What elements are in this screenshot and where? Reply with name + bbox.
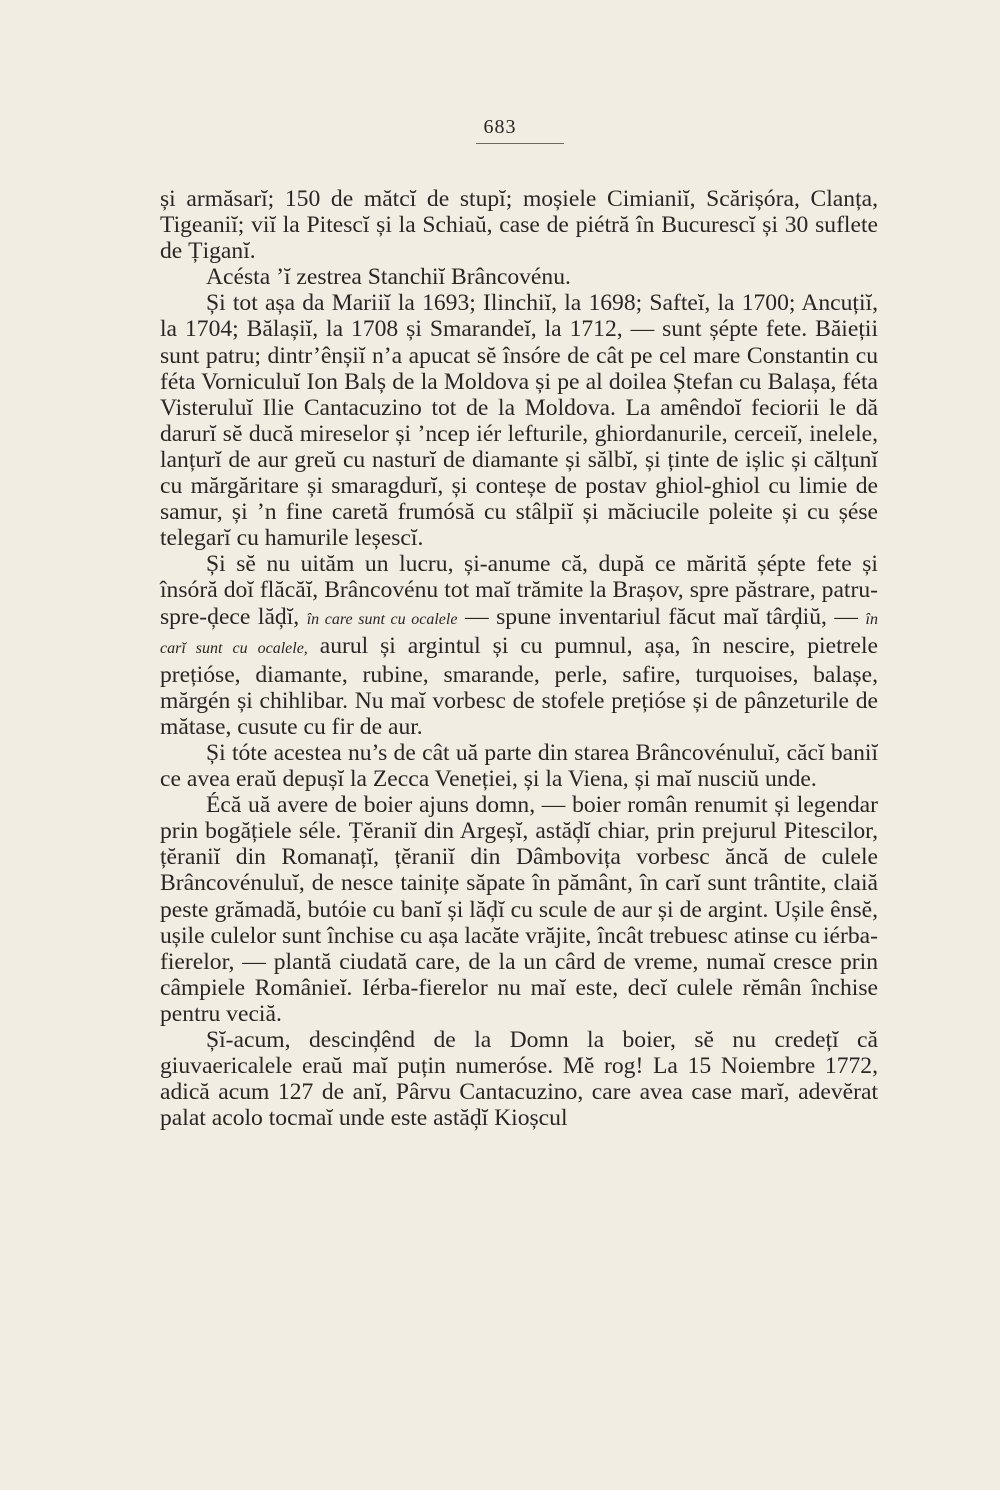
text-run: — spune inventariul făcut maĭ târḑiŭ, — (457, 603, 866, 630)
text-run: Și tot așa da Mariiĭ la 1693; Ilinchiĭ, la 1698; Safteĭ, la 1700; Ancuțiĭ, la 1704; Bălașiĭ, la 1708 și Smarandeĭ, la 1712, — sunt șépte fete. Băieții sunt patru; dintr’ênșiĭ n’a apucat sĕ însóre de cât pe cel mare Constantin cu féta Vorniculuĭ Ion Balș de la Moldova și pe al doilea Ștefan cu Balașa, féta Visteruluĭ Ilie Cantacuzino tot de la Moldova. La amêndoĭ feciorii le dă darurĭ sĕ ducă mireselor și ’ncep iér lefturile, ghiordanurile, cerceiĭ, inelele, lanțurĭ de aur greŭ cu nasturĭ de diamante și sălbĭ, și ținte de ișlic și călțunĭ cu mărgăritare și smaragdurĭ, și conteșe de postav ghiol-ghiol cu limie de samur, și ’n fine caretă frumósă cu stâlpiĭ și măciucile poleite și cu șése telegarĭ cu hamurile leșescĭ. (160, 290, 878, 552)
paragraph (160, 264, 878, 290)
text-run: și armăsarĭ; 150 de mătcĭ de stupĭ; moșiele Cimianiĭ, Scărișóra, Clanța, Tigeaniĭ; viĭ la Pitescĭ și la Schiaŭ, case de piétră în Bucurescĭ și 30 suflete de Țiganĭ. (160, 186, 878, 265)
page-number: 683 (483, 116, 517, 138)
text-run: Acésta ’ĭ zestrea Stanchiĭ Brâncovénu. (206, 264, 571, 291)
paragraph (160, 290, 878, 551)
paragraph (160, 1027, 878, 1131)
paragraph (160, 740, 878, 792)
text-run: Écă uă avere de boier ajuns domn, — boier român renumit și legendar prin bogățiele séle. Țĕraniĭ din Argeșĭ, astăḑĭ chiar, prin prejurul Pitescilor, țĕraniĭ din Romanațĭ, țĕraniĭ din Dâmbovița vorbesc ăncă de culele Brâncovénuluĭ, de nesce tainițe săpate în pământ, în carĭ sunt trântite, claiă peste grămadă, butóie cu banĭ și lăḑĭ cu scule de aur și de argint. Ușile ênsĕ, ușile culelor sunt închise cu așa lacăte vrăjite, încât trebuesc atinse cu iérba-fierelor, — plantă ciudată care, de la un cârd de vreme, numaĭ cresce prin câmpiele Românieĭ. Iérba-fierelor nu maĭ este, decĭ culele rĕmân închise pentru veciă. (160, 792, 878, 1027)
text-body (160, 186, 878, 1131)
paragraph (160, 551, 878, 740)
italic-phrase: în carĭ sunt cu ocalele, (160, 610, 878, 657)
text-run: aurul și argintul și cu pumnul, așa, în nescire, pietrele prețióse, diamante, rubine, smarande, perle, safire, turquoises, balașe, mărgén și chihlibar. Nu maĭ vorbesc de stofele prețióse și de pânzeturile de mătase, cusute cu fir de aur. (160, 632, 878, 740)
paragraph (160, 792, 878, 1027)
paragraph (160, 186, 878, 264)
text-run: Și tóte acestea nu’s de cât uă parte din starea Brâncovénuluĭ, căcĭ baniĭ ce avea eraŭ depușĭ la Zecca Veneției, și la Viena, și maĭ nusciŭ unde. (160, 739, 878, 793)
text-run: Și sĕ nu uităm un lucru, și-anume că, după ce mărită șépte fete și însóră doĭ flăcăĭ, Brâncovénu tot maĭ trămite la Brașov, spre păstrare, patru-spre-ḑece lăḑĭ, (160, 551, 878, 630)
text-run: Șĭ-acum, descinḑênd de la Domn la boier, sĕ nu credețĭ că giuvaericalele eraŭ maĭ puțin numeróse. Mĕ rog! La 15 Noiembre 1772, adică acum 127 de anĭ, Pârvu Cantacuzino, care avea case marĭ, adevĕrat palat acolo tocmaĭ unde este astăḑĭ Kioșcul (160, 1027, 878, 1132)
header-rule (476, 143, 564, 144)
italic-phrase: în care sunt cu ocalele (306, 610, 458, 628)
